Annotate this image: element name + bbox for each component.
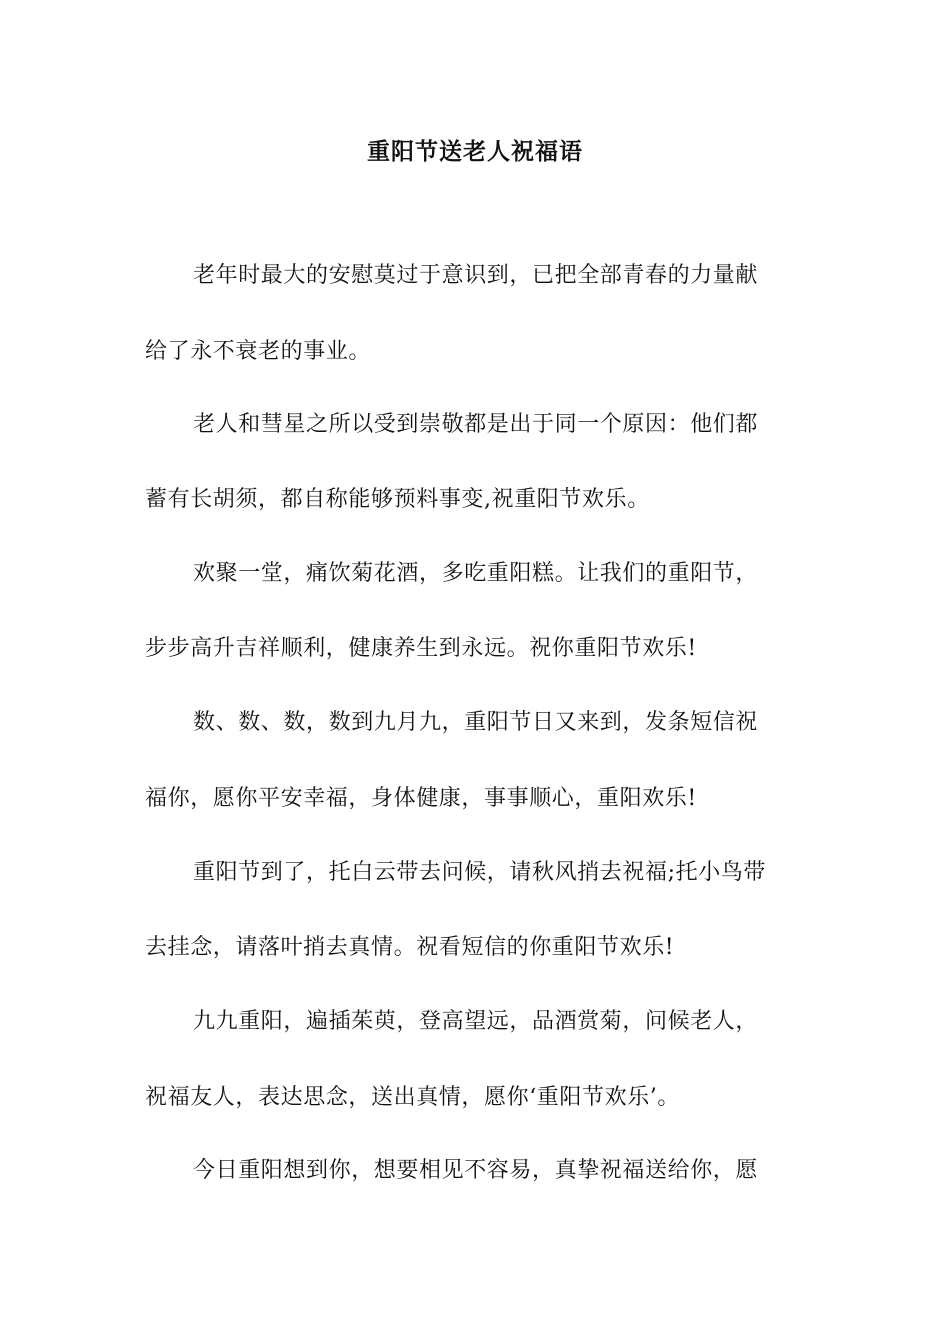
paragraph-7-line-1: 今日重阳想到你，想要相见不容易，真挚祝福送给你，愿 <box>193 1158 759 1183</box>
paragraph-5-line-2: 去挂念，请落叶捎去真情。祝看短信的你重阳节欢乐! <box>145 935 675 960</box>
paragraph-3-line-1: 欢聚一堂，痛饮菊花酒，多吃重阳糕。让我们的重阳节， <box>193 561 759 586</box>
document-title: 重阳节送老人祝福语 <box>367 138 583 165</box>
paragraph-2-line-2: 蓄有长胡须，都自称能够预料事变,祝重阳节欢乐。 <box>145 487 650 512</box>
paragraph-1-line-2: 给了永不衰老的事业。 <box>145 339 372 364</box>
paragraph-4-line-2: 福你，愿你平安幸福，身体健康，事事顺心，重阳欢乐! <box>145 786 697 811</box>
paragraph-6-line-1: 九九重阳，遍插茱萸，登高望远，品酒赏菊，问候老人， <box>193 1009 759 1034</box>
paragraph-2-line-1: 老人和彗星之所以受到崇敬都是出于同一个原因：他们都 <box>193 412 759 437</box>
paragraph-3-line-2: 步步高升吉祥顺利，健康养生到永远。祝你重阳节欢乐! <box>145 636 697 661</box>
paragraph-1-line-1: 老年时最大的安慰莫过于意识到，已把全部青春的力量献 <box>193 263 759 288</box>
paragraph-5-line-1: 重阳节到了，托白云带去问候，请秋风捎去祝福;托小鸟带 <box>193 860 767 885</box>
paragraph-4-line-1: 数、数、数，数到九月九，重阳节日又来到，发条短信祝 <box>193 710 759 735</box>
paragraph-6-line-2: 祝福友人，表达思念，送出真情，愿你‘重阳节欢乐’。 <box>145 1085 680 1110</box>
